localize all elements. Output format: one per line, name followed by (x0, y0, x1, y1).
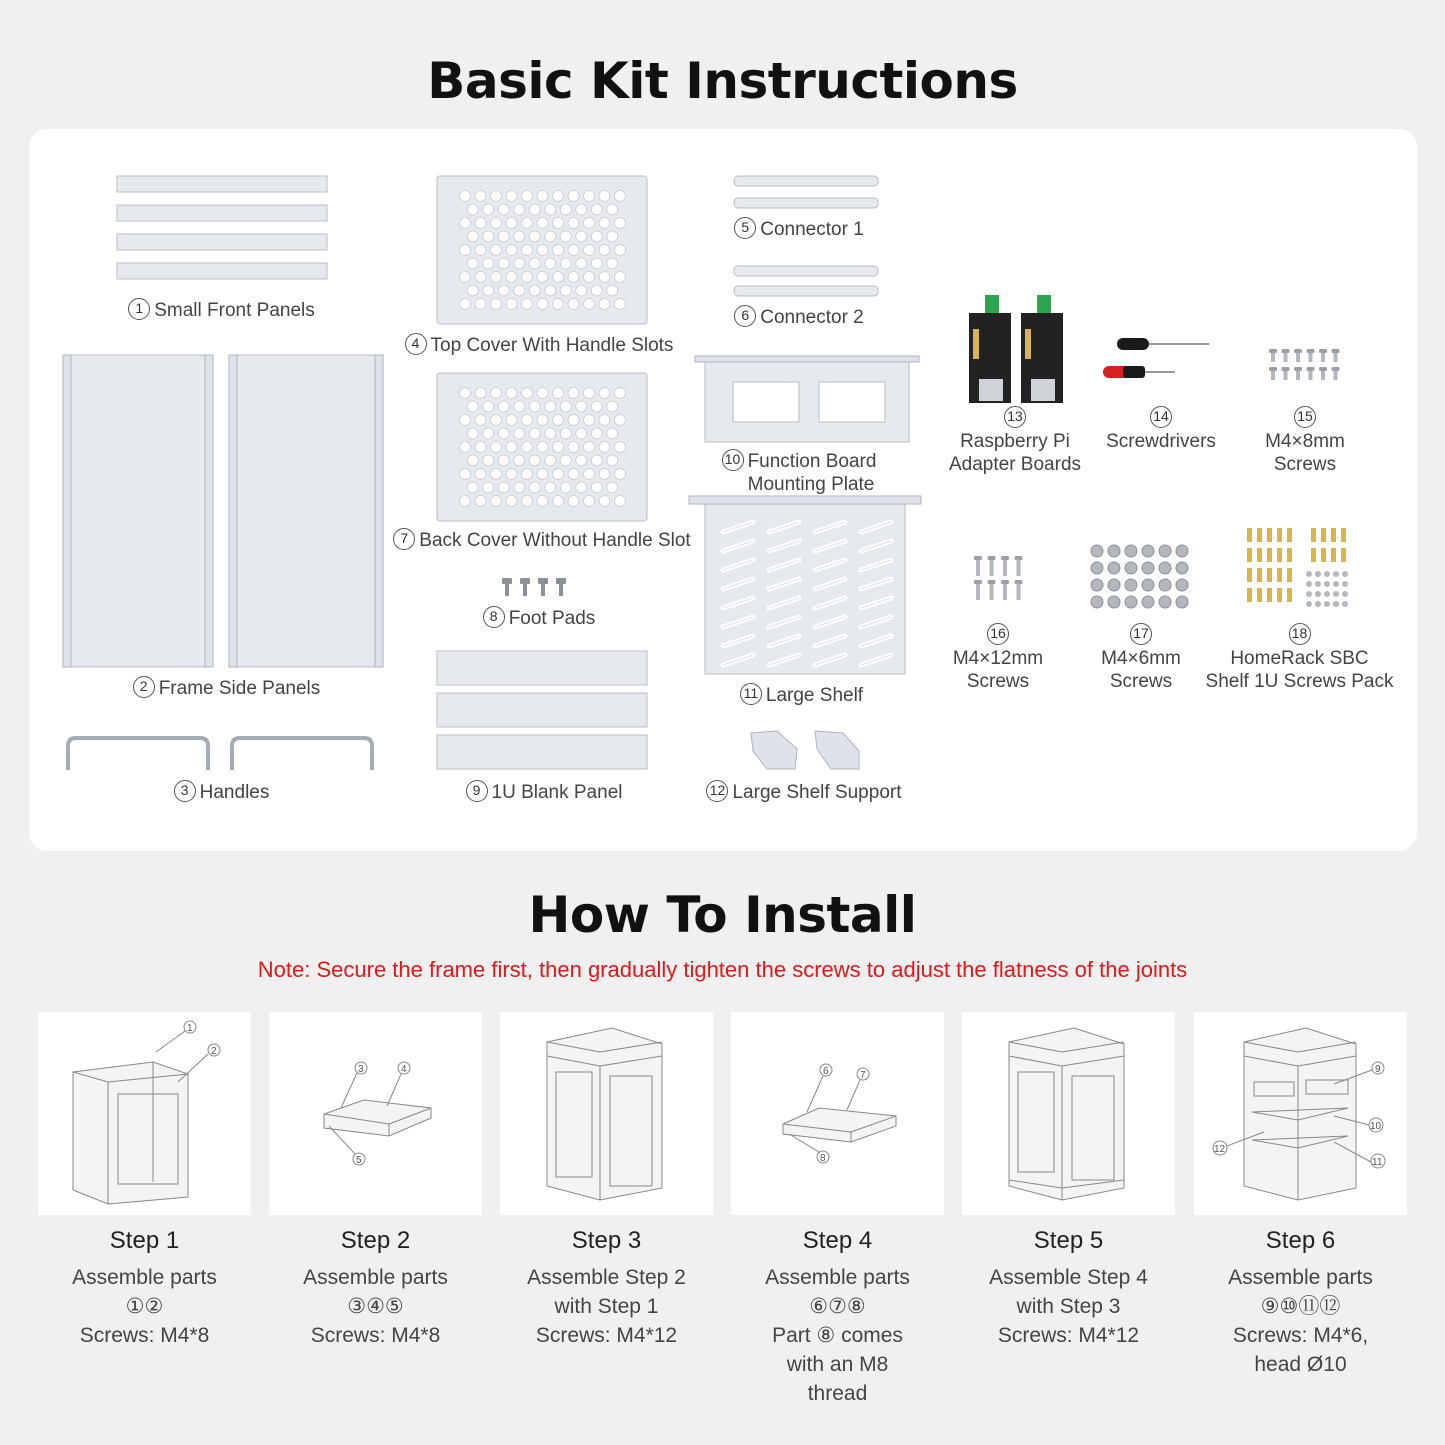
small-front-panels-image (115, 174, 330, 286)
step-6-diagram (1194, 1012, 1407, 1215)
step-2-desc: Assemble parts ③④⑤ Screws: M4*8 (303, 1266, 448, 1347)
step-3 (500, 1012, 713, 1350)
step-2-title: Step 2 (340, 1227, 411, 1254)
connector-2-image (732, 264, 880, 300)
part-10-label: 10 Function Board Mounting Plate (709, 450, 889, 496)
step-1-desc: Assemble parts ①② Screws: M4*8 (72, 1266, 217, 1347)
part-11-label: 11 Large Shelf (729, 684, 874, 707)
svg-text:6: 6 (823, 1066, 829, 1077)
step-6 (1194, 1012, 1407, 1379)
step-5-desc: Assemble Step 4 with Step 3 Screws: M4*12 (989, 1266, 1148, 1347)
step-3-title: Step 3 (571, 1227, 642, 1254)
step-2 (269, 1012, 482, 1350)
function-board-plate-image (691, 354, 923, 446)
svg-text:9: 9 (1375, 1064, 1381, 1075)
step-4 (731, 1012, 944, 1408)
step-4-diagram (731, 1012, 944, 1215)
large-shelf-image (687, 494, 923, 680)
svg-text:1: 1 (187, 1023, 193, 1034)
top-cover-image (435, 174, 649, 326)
svg-text:2: 2 (211, 1046, 217, 1057)
part-4-label: 4 Top Cover With Handle Slots (394, 334, 684, 357)
step-6-title: Step 6 (1265, 1227, 1336, 1254)
foot-pads-image (497, 576, 577, 600)
step-4-desc: Assemble parts ⑥⑦⑧ Part ⑧ comes with an M8 thread (765, 1266, 910, 1405)
part-16-label: 16 M4×12mm Screws (952, 624, 1044, 692)
step-3-diagram (500, 1012, 713, 1215)
step-5 (962, 1012, 1175, 1350)
homerack-screws-pack-image (1243, 524, 1355, 616)
svg-text:10: 10 (1370, 1121, 1382, 1132)
install-title: How To Install (528, 886, 917, 944)
part-8-label: 8 Foot Pads (469, 607, 609, 630)
screwdrivers-image (1097, 334, 1212, 382)
step-2-diagram (269, 1012, 482, 1215)
step-3-desc: Assemble Step 2 with Step 1 Screws: M4*12 (527, 1266, 686, 1347)
page-title: Basic Kit Instructions (427, 52, 1018, 110)
part-13-label: 13 Raspberry Pi Adapter Boards (948, 407, 1082, 475)
m4x8-screws-image (1267, 347, 1343, 383)
step-1 (38, 1012, 251, 1350)
handles-image (64, 734, 379, 774)
svg-text:11: 11 (1372, 1157, 1383, 1168)
part-6-label: 6 Connector 2 (719, 306, 879, 329)
svg-text:12: 12 (1214, 1144, 1226, 1155)
back-cover-image (435, 371, 649, 523)
svg-text:3: 3 (358, 1064, 364, 1075)
step-5-diagram (962, 1012, 1175, 1215)
part-15-label: 15 M4×8mm Screws (1265, 407, 1345, 475)
m4x6-screws-image (1089, 543, 1194, 613)
step-4-title: Step 4 (802, 1227, 873, 1254)
step-1-diagram (38, 1012, 251, 1215)
part-2-label: 2 Frame Side Panels (109, 677, 344, 700)
parts-card (29, 129, 1417, 851)
svg-text:5: 5 (356, 1155, 362, 1166)
part-3-label: 3 Handles (149, 781, 294, 804)
part-14-label: 14 Screwdrivers (1106, 407, 1216, 452)
step-1-title: Step 1 (109, 1227, 180, 1254)
part-5-label: 5 Connector 1 (719, 218, 879, 241)
part-9-label: 9 1U Blank Panel (459, 781, 629, 804)
adapter-boards-image (965, 289, 1075, 407)
part-1-label: 1 Small Front Panels (99, 299, 344, 322)
part-12-label: 12 Large Shelf Support (699, 781, 909, 804)
frame-side-panels-image (59, 351, 389, 671)
install-note: Note: Secure the frame first, then gradually tighten the screws to adjust the flatness of the joints (257, 957, 1188, 982)
step-5-title: Step 5 (1033, 1227, 1104, 1254)
svg-text:8: 8 (820, 1153, 826, 1164)
connector-1-image (732, 174, 880, 214)
m4x12-screws-image (971, 554, 1029, 604)
step-6-desc: Assemble parts ⑨⑩⑪⑫ Screws: M4*6, head Ø10 (1228, 1266, 1373, 1376)
svg-text:7: 7 (860, 1070, 866, 1081)
svg-text:4: 4 (401, 1064, 407, 1075)
part-18-label: 18 HomeRack SBC Shelf 1U Screws Pack (1205, 624, 1394, 692)
part-7-label: 7 Back Cover Without Handle Slot (387, 529, 697, 552)
part-17-label: 17 M4×6mm Screws (1101, 624, 1181, 692)
large-shelf-support-image (747, 729, 867, 773)
blank-panel-image (435, 649, 649, 773)
